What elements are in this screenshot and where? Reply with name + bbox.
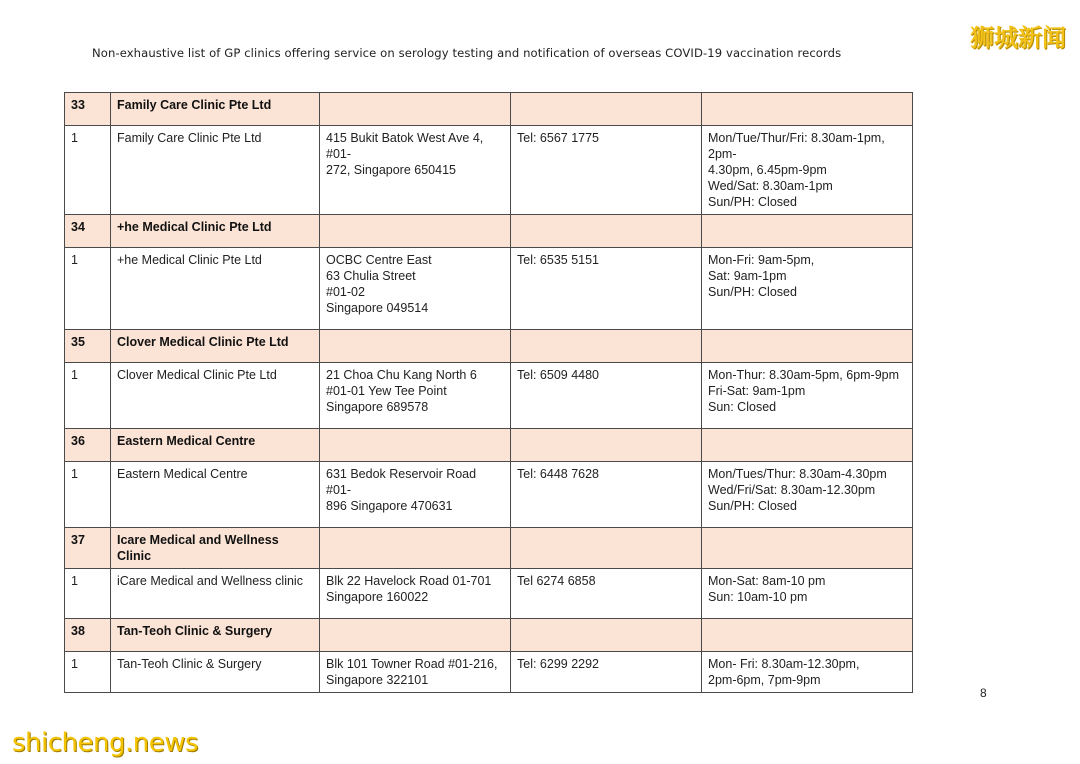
entry-index: 1: [65, 363, 111, 429]
clinic-tel: Tel: 6299 2292: [511, 652, 702, 693]
entry-index: 1: [65, 652, 111, 693]
empty-cell: [511, 93, 702, 126]
clinic-row: [65, 126, 913, 215]
empty-cell: [320, 330, 511, 363]
watermark-logo-bottom: shicheng.news: [12, 728, 199, 758]
entry-index: 1: [65, 126, 111, 215]
empty-cell: [511, 528, 702, 569]
group-header-row: [65, 330, 913, 363]
clinic-address: Blk 101 Towner Road #01-216, Singapore 322101: [320, 652, 511, 693]
empty-cell: [702, 93, 913, 126]
group-header-row: [65, 93, 913, 126]
clinic-name: Clover Medical Clinic Pte Ltd: [111, 363, 320, 429]
page-number: 8: [980, 686, 987, 700]
group-name: Family Care Clinic Pte Ltd: [111, 93, 320, 126]
group-number: 34: [65, 215, 111, 248]
clinic-hours: Mon-Thur: 8.30am-5pm, 6pm-9pm Fri-Sat: 9am-1pm Sun: Closed: [702, 363, 913, 429]
clinic-address: 415 Bukit Batok West Ave 4, #01- 272, Singapore 650415: [320, 126, 511, 215]
group-header-row: [65, 528, 913, 569]
clinic-address: OCBC Centre East 63 Chulia Street #01-02 Singapore 049514: [320, 248, 511, 330]
empty-cell: [320, 619, 511, 652]
empty-cell: [320, 93, 511, 126]
empty-cell: [320, 215, 511, 248]
empty-cell: [511, 619, 702, 652]
group-number: 33: [65, 93, 111, 126]
empty-cell: [702, 528, 913, 569]
clinic-name: Family Care Clinic Pte Ltd: [111, 126, 320, 215]
empty-cell: [511, 215, 702, 248]
clinic-hours: Mon-Fri: 9am-5pm, Sat: 9am-1pm Sun/PH: Closed: [702, 248, 913, 330]
clinic-table: [64, 92, 913, 693]
entry-index: 1: [65, 248, 111, 330]
group-name: Icare Medical and Wellness Clinic: [111, 528, 320, 569]
empty-cell: [511, 429, 702, 462]
group-header-row: [65, 619, 913, 652]
group-name: +he Medical Clinic Pte Ltd: [111, 215, 320, 248]
clinic-hours: Mon/Tue/Thur/Fri: 8.30am-1pm, 2pm- 4.30pm, 6.45pm-9pm Wed/Sat: 8.30am-1pm Sun/PH: Closed: [702, 126, 913, 215]
clinic-address: 631 Bedok Reservoir Road #01- 896 Singapore 470631: [320, 462, 511, 528]
clinic-row: [65, 248, 913, 330]
empty-cell: [702, 330, 913, 363]
clinic-tel: Tel 6274 6858: [511, 569, 702, 619]
clinic-name: iCare Medical and Wellness clinic: [111, 569, 320, 619]
entry-index: 1: [65, 569, 111, 619]
clinic-hours: Mon/Tues/Thur: 8.30am-4.30pm Wed/Fri/Sat: 8.30am-12.30pm Sun/PH: Closed: [702, 462, 913, 528]
group-name: Tan-Teoh Clinic & Surgery: [111, 619, 320, 652]
clinic-hours: Mon-Sat: 8am-10 pm Sun: 10am-10 pm: [702, 569, 913, 619]
clinic-address: Blk 22 Havelock Road 01-701 Singapore 160022: [320, 569, 511, 619]
clinic-name: +he Medical Clinic Pte Ltd: [111, 248, 320, 330]
group-name: Eastern Medical Centre: [111, 429, 320, 462]
group-header-row: [65, 429, 913, 462]
empty-cell: [511, 330, 702, 363]
clinic-tel: Tel: 6509 4480: [511, 363, 702, 429]
empty-cell: [702, 429, 913, 462]
group-name: Clover Medical Clinic Pte Ltd: [111, 330, 320, 363]
empty-cell: [320, 429, 511, 462]
group-number: 37: [65, 528, 111, 569]
empty-cell: [702, 215, 913, 248]
page-title: Non-exhaustive list of GP clinics offering service on serology testing and notification of overseas COVID-19 vaccination records: [92, 46, 842, 60]
group-header-row: [65, 215, 913, 248]
entry-index: 1: [65, 462, 111, 528]
clinic-address: 21 Choa Chu Kang North 6 #01-01 Yew Tee Point Singapore 689578: [320, 363, 511, 429]
group-number: 35: [65, 330, 111, 363]
clinic-tel: Tel: 6535 5151: [511, 248, 702, 330]
clinic-tel: Tel: 6567 1775: [511, 126, 702, 215]
clinic-hours: Mon- Fri: 8.30am-12.30pm, 2pm-6pm, 7pm-9pm: [702, 652, 913, 693]
group-number: 36: [65, 429, 111, 462]
clinic-row: [65, 652, 913, 693]
empty-cell: [702, 619, 913, 652]
clinic-name: Tan-Teoh Clinic & Surgery: [111, 652, 320, 693]
group-number: 38: [65, 619, 111, 652]
clinic-tel: Tel: 6448 7628: [511, 462, 702, 528]
clinic-row: [65, 363, 913, 429]
clinic-row: [65, 462, 913, 528]
clinic-name: Eastern Medical Centre: [111, 462, 320, 528]
watermark-logo-top: 狮城新闻: [970, 24, 1066, 52]
clinic-row: [65, 569, 913, 619]
empty-cell: [320, 528, 511, 569]
